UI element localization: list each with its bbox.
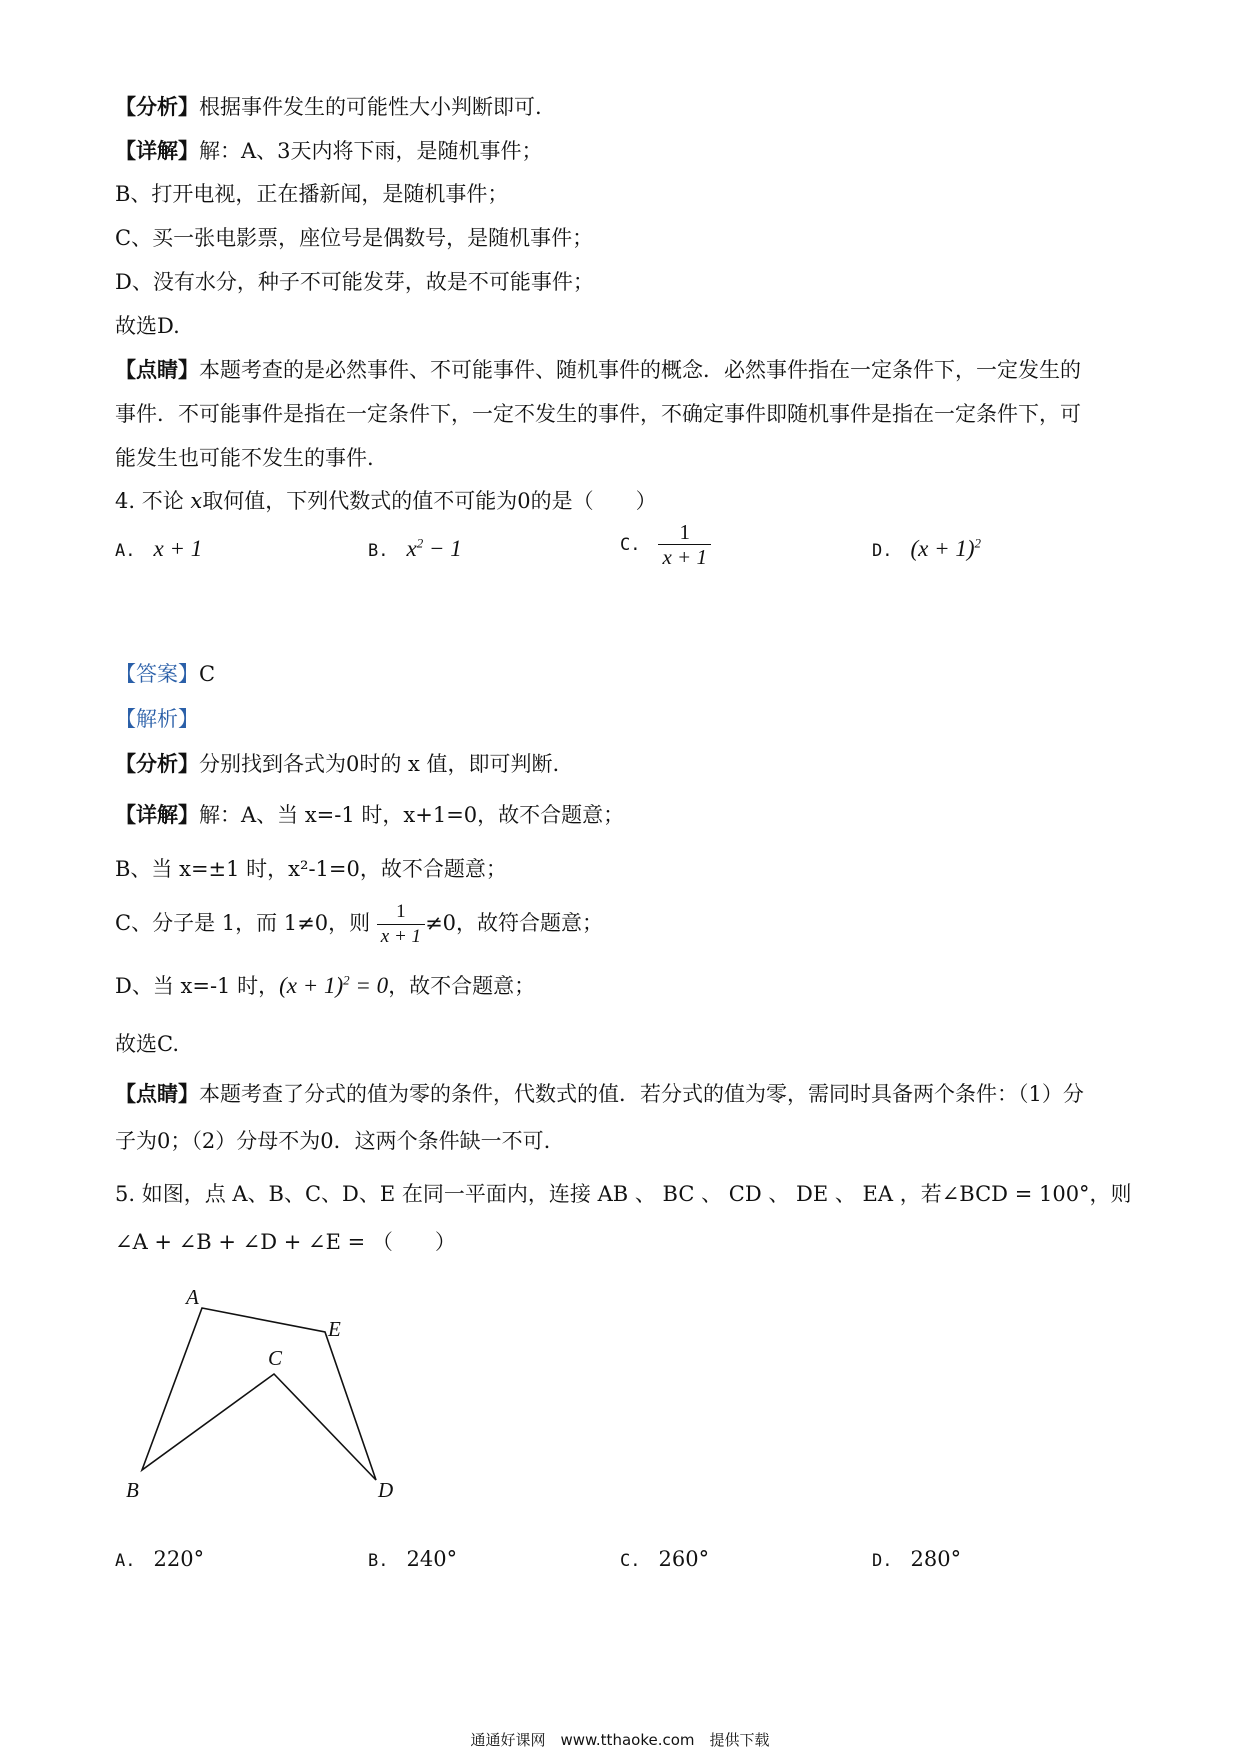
prev-option-d: D、没有水分，种子不可能发芽，故是不可能事件； <box>115 270 594 294</box>
q4-stem: 4. 不论 x取何值，下列代数式的值不可能为0的是（ ） <box>115 489 657 513</box>
q5-option-c: C. 260° <box>620 1547 710 1571</box>
q5-option-a: A. 220° <box>115 1547 205 1571</box>
q4-choose: 故选C. <box>115 1032 179 1056</box>
q4-jiexi: 【解析】 <box>115 707 199 731</box>
prev-option-c: C、买一张电影票，座位号是偶数号，是随机事件； <box>115 226 594 250</box>
q5-label-d: D <box>378 1478 394 1502</box>
q4-detail-a: 【详解】解：A、当 x=-1 时，x+1=0，故不合题意； <box>115 802 625 827</box>
q4-option-c: C. $\frac{1}{x + 1}$ <box>620 520 711 569</box>
q4-detail-c: C、分子是 1，而 1≠0，则 $\frac{1}{x + 1}$ ≠0，故符合题意； <box>115 901 604 947</box>
q4-comment-l1: 【点睛】本题考查了分式的值为零的条件，代数式的值．若分式的值为零，需同时具备两个条件：（1）分 <box>115 1081 1084 1106</box>
q5-figure <box>110 1280 430 1520</box>
q4-option-d: D. $(x + 1)^2$ <box>872 535 982 561</box>
q5-label-e: E <box>328 1317 341 1341</box>
prev-analysis: 【分析】根据事件发生的可能性大小判断即可. <box>115 94 542 119</box>
q5-label-b: B <box>126 1478 139 1502</box>
q4-answer: 【答案】C <box>115 662 216 686</box>
q4-option-b: B. $x^2 - 1$ <box>368 535 462 561</box>
q5-stem-l2: ∠A + ∠B + ∠D + ∠E = （ ） <box>115 1230 456 1254</box>
q5-option-d: D. 280° <box>872 1547 962 1571</box>
prev-comment-l3: 能发生也可能不发生的事件. <box>115 446 374 470</box>
prev-detail: 【详解】解：A、3天内将下雨，是随机事件； <box>115 138 543 163</box>
q5-label-a: A <box>186 1285 199 1309</box>
q5-stem-l1: 5. 如图，点 A、B、C、D、E 在同一平面内，连接 AB 、 BC 、 CD 、 DE 、 EA ，若∠BCD = 100°，则 <box>115 1182 1132 1206</box>
q4-detail-b: B、当 x=±1 时，x²-1=0，故不合题意； <box>115 857 507 881</box>
prev-comment-l1: 【点睛】本题考查的是必然事件、不可能事件、随机事件的概念．必然事件指在一定条件下，一定发生的 <box>115 357 1081 382</box>
q4-comment-l2: 子为0；（2）分母不为0．这两个条件缺一不可. <box>115 1129 551 1153</box>
q4-analysis: 【分析】分别找到各式为0时的 x 值，即可判断. <box>115 751 560 776</box>
prev-choose: 故选D. <box>115 314 180 338</box>
prev-option-b: B、打开电视，正在播新闻，是随机事件； <box>115 182 509 206</box>
q4-detail-d: D、当 x=-1 时，$(x + 1)^2 = 0$，故不合题意； <box>115 972 536 998</box>
page-footer: 通通好课网 www.tthaoke.com 提供下载 <box>470 1731 770 1749</box>
q4-option-a: A. x + 1 <box>115 536 203 561</box>
prev-comment-l2: 事件．不可能事件是指在一定条件下，一定不发生的事件，不确定事件即随机事件是指在一定条件下，可 <box>115 402 1081 426</box>
q5-figure-polygon <box>142 1308 376 1480</box>
q5-label-c: C <box>268 1346 283 1370</box>
q5-option-b: B. 240° <box>368 1547 458 1571</box>
